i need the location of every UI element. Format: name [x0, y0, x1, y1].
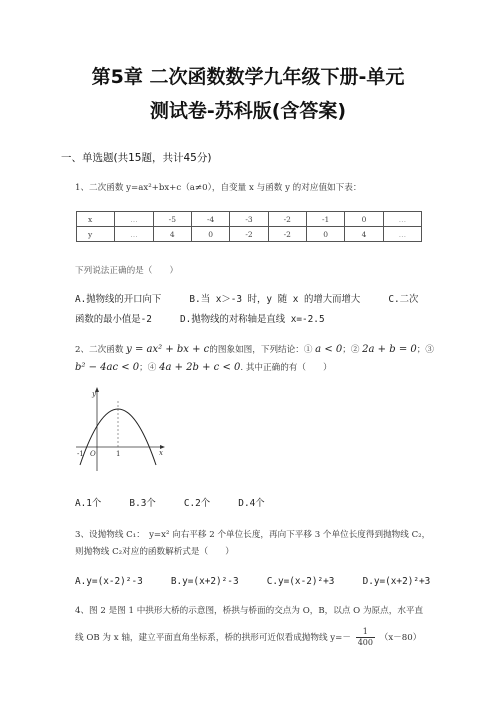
- q1-options-line-2: 函数的最小值是-2 D.抛物线的对称轴是直线 x=-2.5: [75, 314, 325, 325]
- table-cell: -2: [268, 227, 306, 242]
- q2-conclusion-2: 2a + b = 0: [362, 344, 417, 355]
- q4-fraction-numerator: 1: [356, 627, 375, 638]
- table-cell: 0: [345, 212, 383, 227]
- q2-conclusion-4: 4a + 2b + c < 0: [159, 362, 241, 373]
- table-cell: 4: [345, 227, 383, 242]
- table-cell: -2: [230, 227, 268, 242]
- table-cell: -5: [153, 212, 191, 227]
- q4-line-2-text: 线 OB 为 x 轴，建立平面直角坐标系，桥的拱形可近似看成抛物线 y=－: [75, 633, 351, 643]
- document-title-line-2: 测试卷-苏科版(含答案): [149, 100, 347, 122]
- q4-stem-line-2: [75, 627, 421, 648]
- q3-options: A.y=(x-2)²-3 B.y=(x+2)²-3 C.y=(x-2)²+3 D.y=(x+2)²+3: [75, 576, 431, 587]
- q3-stem-line-1: 3、设抛物线 C₁： y=x² 向右平移 2 个单位长度，再向下平移 3 个单位长度得到抛物线 C₂，: [75, 530, 431, 540]
- q2-stem-line-1: [75, 343, 434, 355]
- section-heading: 一、单选题(共15题，共计45分): [61, 152, 212, 164]
- q1-stem: 1、二次函数 y=ax²+bx+c（a≠0），自变量 x 与函数 y 的对应值如下表：: [75, 183, 362, 193]
- q4-stem-line-1: 4、图 2 是图 1 中拱形大桥的示意图，桥拱与桥面的交点为 O，B，以点 O 为原点，水平直: [75, 606, 424, 616]
- table-cell: …: [115, 227, 153, 242]
- x-axis-label: x: [159, 449, 163, 457]
- q2-options: A.1个 B.3个 C.2个 D.4个: [75, 498, 265, 509]
- table-row: [77, 212, 422, 227]
- q1-prompt: 下列说法正确的是（ ）: [75, 266, 179, 276]
- q2-conclusion-3: b² − 4ac < 0: [75, 362, 140, 373]
- q2-prefix: 2、二次函数: [75, 345, 124, 355]
- table-cell: 4: [153, 227, 191, 242]
- table-cell: -1: [306, 212, 344, 227]
- table-cell: …: [383, 212, 421, 227]
- table-cell: x: [77, 212, 115, 227]
- q2-formula: y = ax² + bx + c: [126, 344, 210, 355]
- document-title-line-1: 第5章 二次函数数学九年级下册-单元: [91, 66, 405, 88]
- origin-label: O: [90, 450, 96, 458]
- q2-parabola-graph: [74, 385, 169, 475]
- tick-label-one: 1: [116, 450, 121, 458]
- q2-stem-line-2: [75, 361, 332, 373]
- q1-options-line-1: A.抛物线的开口向下 B.当 x＞-3 时，y 随 x 的增大而增大 C.二次: [75, 294, 419, 305]
- q2-tail: . 其中正确的有（ ）: [240, 363, 332, 373]
- q2-sep-1: ；②: [342, 345, 360, 355]
- table-cell: -4: [191, 212, 229, 227]
- table-cell: 0: [306, 227, 344, 242]
- q1-value-table: [76, 211, 422, 242]
- q2-sep-3: ；④: [139, 363, 157, 373]
- table-cell: …: [115, 212, 153, 227]
- table-row: [77, 227, 422, 242]
- table-cell: 0: [191, 227, 229, 242]
- q2-sep-2: ；③: [416, 345, 434, 355]
- tick-label-neg-one: -1: [77, 450, 84, 458]
- q2-mid: 的图象如图，下列结论：①: [209, 345, 313, 355]
- table-cell: -2: [268, 212, 306, 227]
- table-cell: …: [383, 227, 421, 242]
- q4-line-2-tail: （x－80）: [379, 633, 422, 643]
- q4-fraction-denominator: 400: [357, 638, 373, 647]
- y-axis-label: y: [92, 390, 96, 398]
- q4-fraction: [356, 627, 375, 648]
- q3-stem-line-2: 则抛物线 C₂对应的函数解析式是（ ）: [75, 547, 234, 557]
- table-cell: -3: [230, 212, 268, 227]
- table-cell: y: [77, 227, 115, 242]
- q2-conclusion-1: a < 0: [315, 344, 343, 355]
